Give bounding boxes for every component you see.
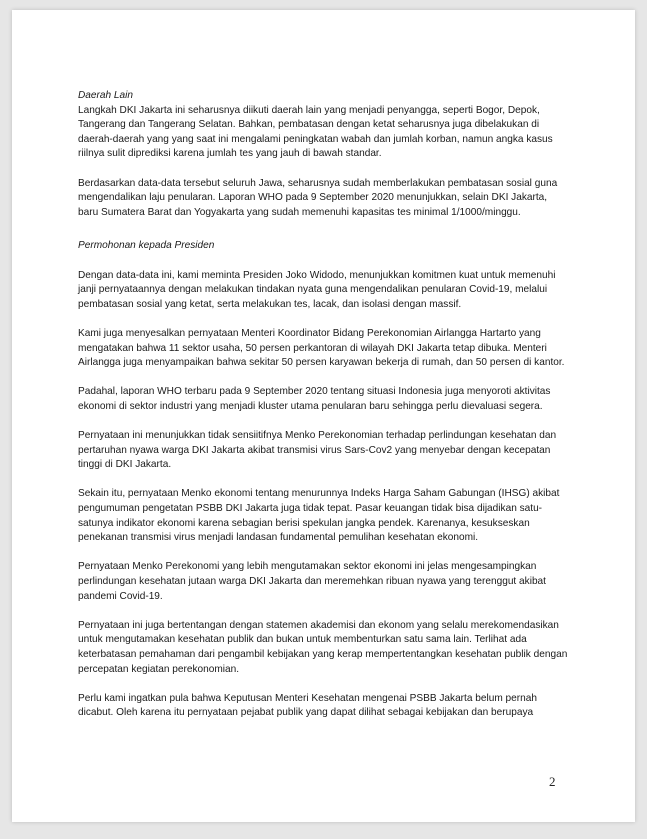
paragraph: Perlu kami ingatkan pula bahwa Keputusan Menteri Kesehatan mengenai PSBB Jakarta belum pernah dicabut. Oleh karena itu pernyataan pejabat publik yang dapat dilihat sebagai kebijakan dan berupaya [78, 692, 537, 719]
paragraph: Kami juga menyesalkan pernyataan Menteri Koordinator Bidang Perekonomian Airlangga Hartarto yang mengatakan bahwa 11 sektor usaha, 50 persen perkantoran di wilayah DKI Jakarta tetap dibuka. Menteri Airlangga juga menyampaikan bahwa sekitar 50 persen karyawan bekerja di rumah, dan 50 persen di kantor. [78, 327, 565, 369]
page-number: 2 [549, 774, 556, 789]
paragraph: Dengan data-data ini, kami meminta Presiden Joko Widodo, menunjukkan komitmen kuat untuk memenuhi janji pernyataannya dengan melakukan tindakan nyata guna mengendalikan penularan Covid-19, melalui pembatasan sosial yang ketat, serta melakukan tes, lacak, dan isolasi dengan massif. [78, 269, 556, 310]
document-page [12, 10, 635, 822]
paragraph: Langkah DKI Jakarta ini seharusnya diikuti daerah lain yang menjadi penyangga, seperti Bogor, Depok, Tangerang dan Tangerang Selatan. Bahkan, pembatasan dengan ketat seharusnya juga dibelakukan di daerah-daerah yang yang saat ini mengalami peningkatan wabah dan jumlah korban, namun angka kasus riilnya sulit diprediksi karena jumlah tes yang jauh di bawah standar. [78, 104, 553, 160]
paragraph: Pernyataan ini juga bertentangan dengan statemen akademisi dan ekonom yang selalu merekomendasikan untuk mengutamakan kesehatan publik dan bukan untuk membenturkan satu sama lain. Terlihat ada keterbatasan pemahaman dari pengambil kebijakan yang kerap mempertentangkan kesehatan publik dengan percepatan kegiatan perekonomian. [78, 619, 568, 675]
section-heading-permohonan: Permohonan kepada Presiden [78, 240, 215, 252]
paragraph: Berdasarkan data-data tersebut seluruh Jawa, seharusnya sudah memberlakukan pembatasan sosial guna mengendalikan laju penularan. Laporan WHO pada 9 September 2020 menunjukkan, selain DKI Jakarta, baru Sumatera Barat dan Yogyakarta yang sudah memenuhi kapasitas tes minimal 1/1000/minggu. [78, 177, 558, 218]
paragraph: Sekain itu, pernyataan Menko ekonomi tentang menurunnya Indeks Harga Saham Gabungan (IHSG) akibat pengumuman pengetatan PSBB DKI Jakarta juga tidak tepat. Pasar keuangan tidak bisa dijadikan satu-satunya indikator ekonomi karena sebagian berisi spekulan jangka pendek. Karenanya, kesukseskan penekanan transmisi virus menjadi landasan fundamental pemulihan kesehatan ekonomi. [78, 488, 560, 544]
document-body [78, 89, 568, 736]
paragraph: Pernyataan ini menunjukkan tidak sensiitifnya Menko Perekonomian terhadap perlindungan kesehatan dan pertaruhan nyawa warga DKI Jakarta akibat transmisi virus Sars-Cov2 yang menyebar dengan kecepatan tinggi di DKI Jakarta. [78, 430, 557, 471]
paragraph: Padahal, laporan WHO terbaru pada 9 September 2020 tentang situasi Indonesia juga menyoroti aktivitas ekonomi di sektor industri yang menjadi kluster utama penularan baru sehingga perlu dievaluasi segera. [78, 386, 551, 412]
paragraph: Pernyataan Menko Perekonomi yang lebih mengutamakan sektor ekonomi ini jelas mengesampingkan perlindungan kesehatan jutaan warga DKI Jakarta dan meremehkan ribuan nyawa yang terenggut akibat pandemi Covid-19. [78, 561, 546, 602]
section-heading-daerah-lain: Daerah Lain [78, 90, 133, 101]
